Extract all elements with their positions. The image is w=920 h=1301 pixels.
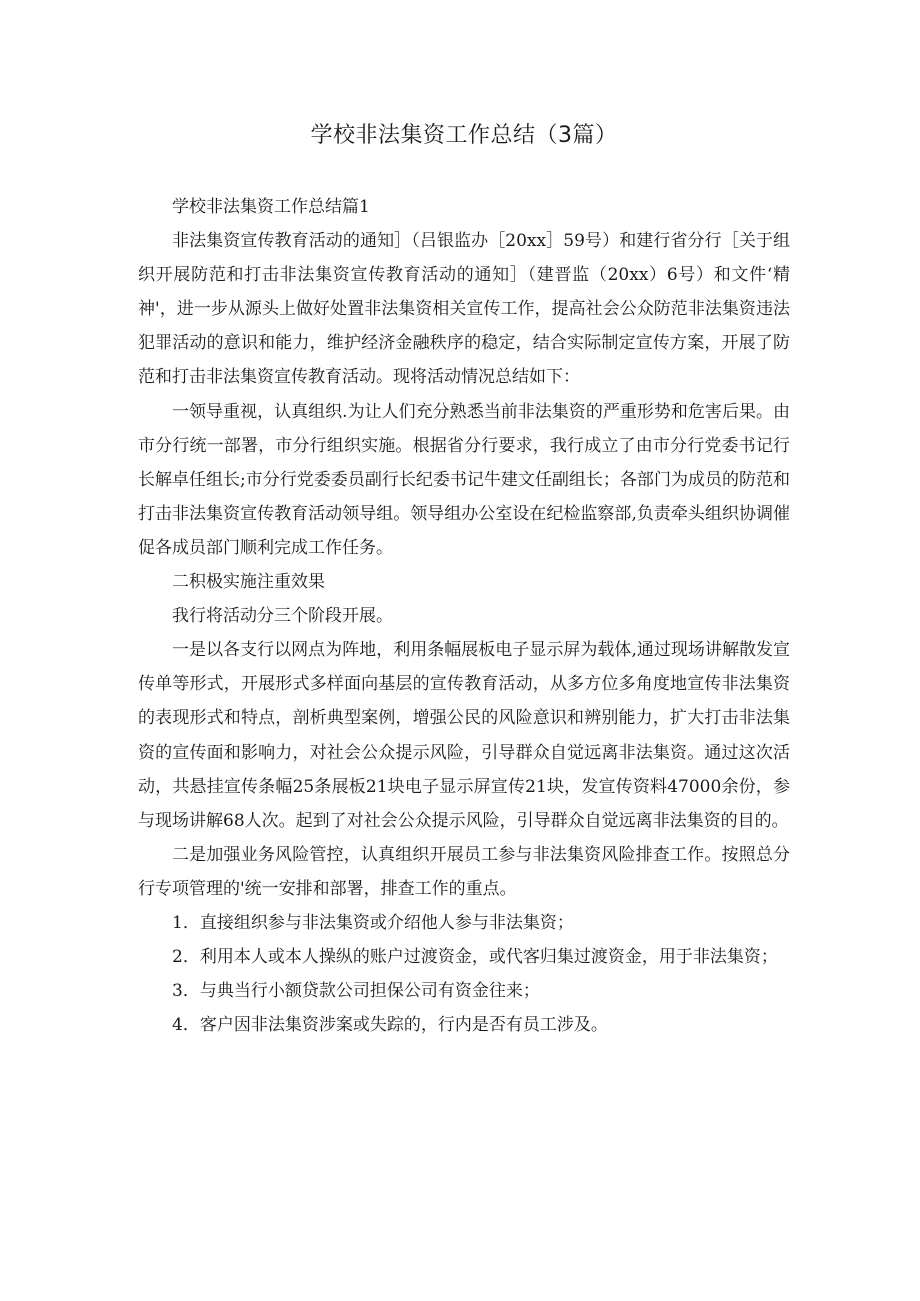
section-heading: 学校非法集资工作总结篇1	[172, 197, 370, 217]
paragraph: 我行将活动分三个阶段开展。	[172, 606, 393, 627]
paragraph: 一是以各支行以网点为阵地，利用条幅展板电子显示屏为载体,通过现场讲解散发宣传单等形式，开展形式多样面向基层的宣传教育活动，从多方位多角度地宣传非法集资的表现形式和特点，剖析典型案例，增强公民的风险意识和辨别能力，扩大打击非法集资的宣传面和影响力，对社会公众提示风险，引导群众自觉远离非法集资。通过这次活动，共悬挂宣传条幅25条展板21块电子显示屏宣传21块，发宣传资料47000余份，参与现场讲解68人次。起到了对社会公众提示风险，引导群众自觉远离非法集资的目的。	[138, 640, 790, 831]
subsection-heading: 二积极实施注重效果	[172, 572, 325, 593]
list-item: 1．直接组织参与非法集资或介绍他人参与非法集资；	[172, 912, 574, 933]
list-item: 2．利用本人或本人操纵的账户过渡资金，或代客归集过渡资金，用于非法集资；	[172, 947, 778, 968]
paragraph: 非法集资宣传教育活动的通知］（吕银监办［20xx］59号）和建行省分行［关于组织开展防范和打击非法集资宣传教育活动的通知］（建晋监（20xx）6号）和文件‘精神'，进一步从源头上做好处置非法集资相关宣传工作，提高社会公众防范非法集资违法犯罪活动的意识和能力，维护经济金融秩序的稳定，结合实际制定宣传方案，开展了防范和打击非法集资宣传教育活动。现将活动情况总结如下：	[138, 231, 790, 388]
paragraph: 一领导重视，认真组织.为让人们充分熟悉当前非法集资的严重形势和危害后果。由市分行统一部署，市分行组织实施。根据省分行要求，我行成立了由市分行党委书记行长解卓任组长;市分行党委委员副行长纪委书记牛建文任副组长；各部门为成员的防范和打击非法集资宣传教育活动领导组。领导组办公室设在纪检监察部,负责牵头组织协调催促各成员部门顺利完成工作任务。	[138, 401, 790, 558]
document-page	[138, 0, 790, 1301]
list-item: 4．客户因非法集资涉案或失踪的，行内是否有员工涉及。	[172, 1015, 608, 1036]
paragraph: 二是加强业务风险管控，认真组织开展员工参与非法集资风险排查工作。按照总分行专项管理的'统一安排和部署，排查工作的重点。	[138, 844, 790, 899]
list-item: 3．与典当行小额贷款公司担保公司有资金往来；	[172, 981, 540, 1002]
document-body	[138, 190, 790, 1042]
document-title: 学校非法集资工作总结（3篇）	[310, 123, 618, 148]
